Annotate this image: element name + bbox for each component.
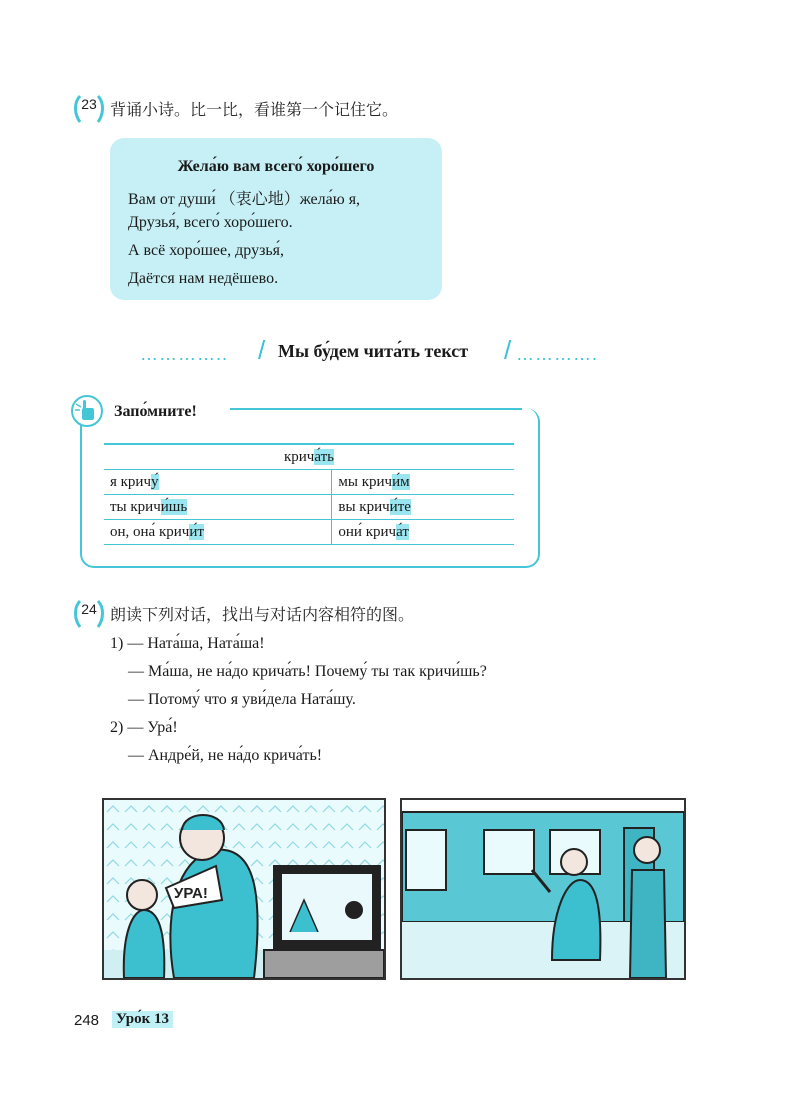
form-ending: и́т [189, 523, 204, 540]
poem-line: Даётся нам недёшево. [128, 270, 279, 287]
dialogue-line: 1) — Ната́ша, Ната́ша! [110, 635, 265, 652]
task-24-instruction: 朗读下列对话，找出与对话内容相符的图。 [110, 605, 415, 624]
conjugation-table [104, 443, 514, 545]
form-cell [104, 495, 332, 520]
form-cell [332, 520, 514, 545]
task-24-badge [74, 597, 104, 627]
table-row [104, 470, 514, 495]
table-row [104, 520, 514, 545]
form-ending: и́те [389, 498, 411, 515]
memo-title: Запо́мните! [114, 403, 197, 420]
task-23-instruction: 背诵小诗。比一比，看谁第一个记住它。 [110, 100, 399, 119]
task-number: 24 [81, 601, 97, 617]
table-row [104, 495, 514, 520]
dialogue-line: — Ма́ша, не на́до крича́ть! Почему́ ты так кричи́шь? [128, 663, 487, 680]
slash-right-icon: / [504, 335, 512, 365]
form-cell [104, 520, 332, 545]
illustration-left [102, 798, 386, 980]
memo-top-rule [230, 408, 522, 410]
verb-ending: а́ть [314, 448, 335, 465]
hand-icon [70, 394, 104, 433]
form-cell [104, 470, 332, 495]
form-stem: они́ крич [338, 523, 397, 540]
poem-line: Вам от души́ （衷心地）жела́ю я, [128, 191, 361, 208]
form-ending: а́т [396, 523, 409, 540]
poem-box [110, 138, 442, 300]
form-cell [332, 470, 514, 495]
form-ending: у́ [151, 473, 159, 490]
slash-left-icon: / [258, 335, 266, 365]
form-ending: и́м [392, 473, 410, 490]
dots-left: ………….. [140, 344, 229, 364]
verb-cell [104, 444, 514, 470]
form-stem: мы крич [338, 473, 393, 490]
lesson-label: Уро́к 13 [112, 1011, 173, 1028]
verb-stem: крич [283, 448, 315, 465]
form-cell [332, 495, 514, 520]
illustration-right [400, 798, 686, 980]
poem-line: Друзья́, всего́ хоро́шего. [128, 214, 293, 231]
section-heading [140, 335, 640, 368]
page-number: 248 [74, 1012, 100, 1029]
task-number: 23 [81, 96, 97, 112]
poem-title: Жела́ю вам всего́ хоро́шего [177, 158, 375, 175]
form-stem: он, она́ крич [110, 523, 190, 540]
shout-text: УРА! [174, 885, 208, 902]
poem-line: А всё хоро́шее, друзья́, [128, 242, 285, 259]
task-23-badge [74, 92, 104, 122]
dialogue-line: 2) — Ура́! [110, 719, 178, 736]
dialogue-line: — Андре́й, не на́до крича́ть! [128, 747, 323, 764]
form-stem: вы крич [338, 498, 390, 515]
section-title: Мы бу́дем чита́ть текст [278, 341, 469, 361]
dots-right: …………. [516, 344, 599, 364]
table-row [104, 444, 514, 470]
form-stem: я крич [110, 473, 152, 490]
dialogue-line: — Потому́ что я уви́дела Ната́шу. [128, 691, 356, 708]
form-ending: и́шь [160, 498, 188, 515]
form-stem: ты крич [110, 498, 161, 515]
